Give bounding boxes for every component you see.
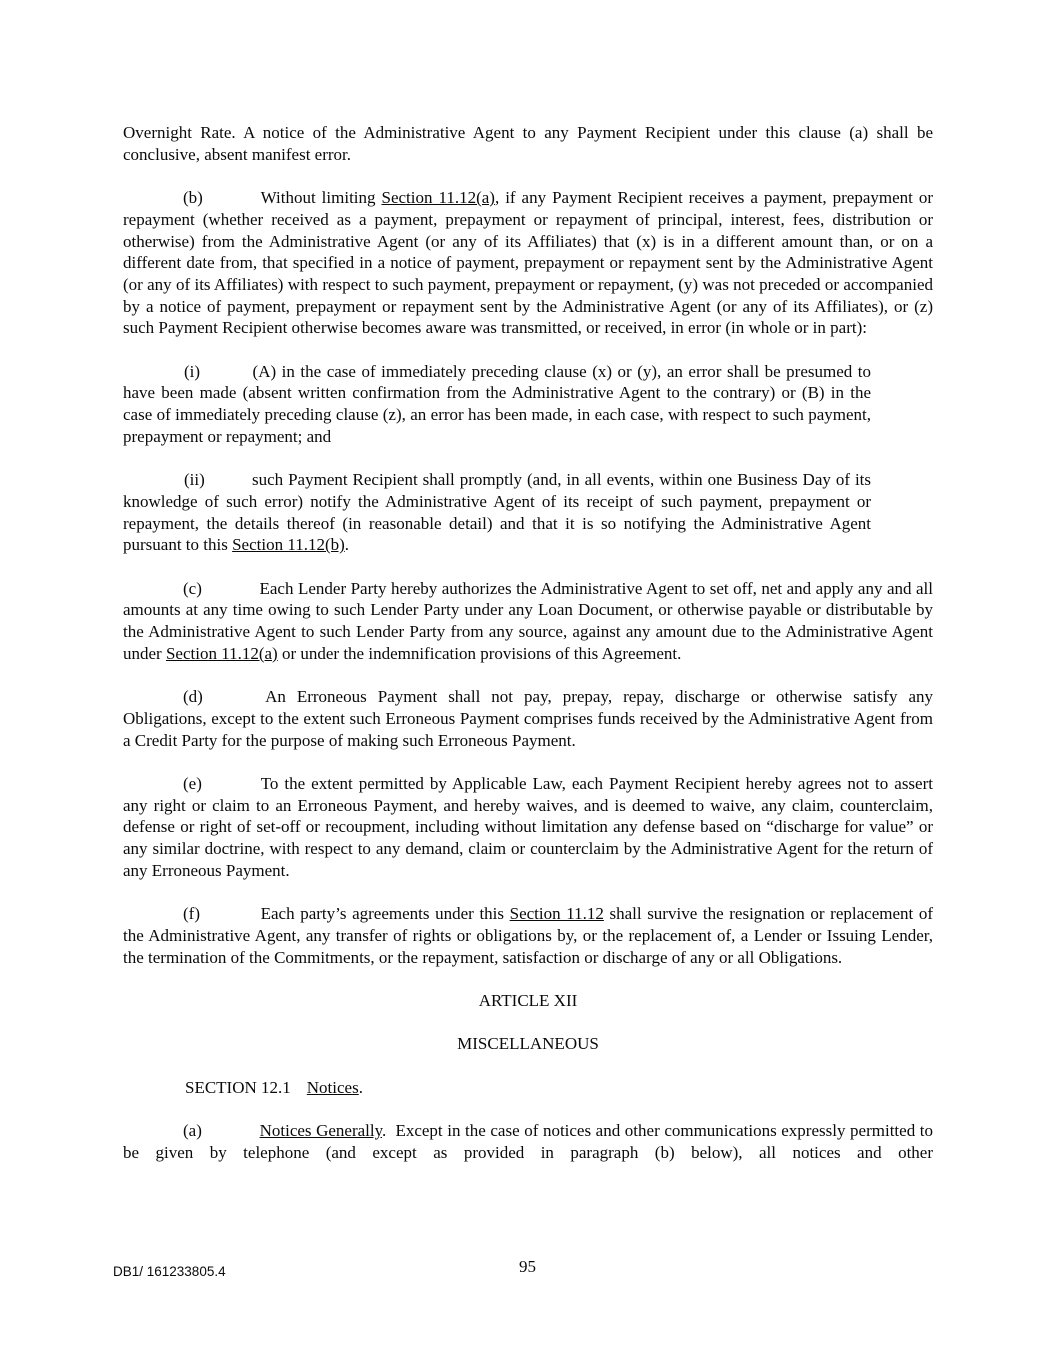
paragraph-c: [123, 578, 933, 665]
section-reference: Section 11.12: [509, 904, 604, 924]
paragraph-continuation: [123, 122, 933, 165]
article-title-text: MISCELLANEOUS: [457, 1034, 599, 1054]
paragraph-label: (f): [183, 904, 200, 924]
paragraph-text: . Except in the case of notices and other communications expressly permitted to be given by telephone (and except as provided in paragraph (b) below), all notices and other: [123, 1121, 933, 1162]
section-title: Notices: [306, 1077, 359, 1097]
section-reference: Section 11.12(a): [381, 188, 495, 208]
continuation-text: Overnight Rate. A notice of the Administrative Agent to any Payment Recipient under this clause (a) shall be conclusive, absent manifest error.: [123, 123, 933, 164]
subclause-label: (ii): [184, 470, 205, 490]
paragraph-d: [123, 686, 933, 751]
article-title: [123, 1033, 933, 1055]
paragraph-label: (c): [183, 578, 202, 598]
subclause-text: such Payment Recipient shall promptly (and, in all events, within one Business Day of its knowledge of such error) notify the Administrative Agent of its receipt of such payment, prepayment or repayment, the details thereof (in reasonable detail) and that it is so notifying the Administrative Agent pursuant to this: [123, 470, 872, 555]
section-reference: Section 11.12(a): [165, 643, 278, 663]
paragraph-text: Each Lender Party hereby authorizes the Administrative Agent to set off, net and apply any and all amounts at any time owing to such Lender Party under any Loan Document, or otherwise payable or distributable by the Administrative Agent to such Lender Party from any source, against any amount due to the Administrative Agent under: [123, 578, 933, 663]
subclause-label: (i): [184, 361, 201, 381]
subclause-ii: [123, 469, 871, 556]
paragraph-text: shall survive the resignation or replacement of the Administrative Agent, any transfer of rights or obligations by, or the replacement of, a Lender or Issuing Lender, the termination of the Commitments, or the repayment, satisfaction or discharge of any or all Obligations.: [123, 904, 934, 967]
article-heading-text: ARTICLE XII: [478, 991, 578, 1010]
section-reference: Section 11.12(b): [232, 535, 345, 555]
paragraph-text: , if any Payment Recipient receives a payment, prepayment or repayment (whether received as a payment, prepayment or repayment of principal, interest, fees, distribution or otherwise) from the Administrative Agent (or any of its Affiliates) that (x) is in a different amount than, or on a different date from, that specified in a notice of payment, prepayment or repayment sent by the Administrative Agent (or any of its Affiliates) with respect to such payment, prepayment or repayment, (y) was not preceded or accompanied by a notice of payment, prepayment or repayment sent by the Administrative Agent (or any of its Affiliates), or (z) such Payment Recipient otherwise becomes aware was transmitted, or received, in error (in whole or in part):: [123, 188, 933, 338]
subclause-i: [123, 361, 871, 448]
paragraph-label: (a): [183, 1121, 202, 1141]
paragraph-text: To the extent permitted by Applicable Law, each Payment Recipient hereby agrees not to assert any right or claim to an Erroneous Payment, and hereby waives, and is deemed to waive, any claim, counterclaim, defense or right of set-off or recoupment, including without limitation any defense based on “discharge for value” or any similar doctrine, with respect to any demand, claim or counterclaim by the Administrative Agent for the return of any Erroneous Payment.: [123, 774, 933, 880]
section-label: SECTION 12.1: [185, 1077, 291, 1097]
document-body: [123, 122, 933, 1185]
subclause-text: (A) in the case of immediately preceding clause (x) or (y), an error shall be presumed to have been made (absent written confirmation from the Administrative Agent to the contrary) or (B) in the case of immediately preceding clause (z), an error has been made, in each case, with respect to such payment, prepayment or repayment; and: [123, 361, 871, 446]
paragraph-label: (d): [183, 687, 203, 707]
article-heading: [123, 990, 933, 1012]
subclause-text: .: [344, 535, 350, 555]
paragraph-e: [123, 773, 933, 882]
paragraph-text: or under the indemnification provisions of this Agreement.: [277, 643, 682, 663]
paragraph-text: Each party’s agreements under this: [260, 904, 510, 924]
paragraph-text: An Erroneous Payment shall not pay, prepay, repay, discharge or otherwise satisfy any Obligations, except to the extent such Erroneous Payment comprises funds received by the Administrative Agent from a Credit Party for the purpose of making such Erroneous Payment.: [123, 687, 933, 750]
section-title-suffix: .: [358, 1077, 363, 1097]
paragraph-label: (e): [183, 774, 202, 793]
paragraph-label: (b): [183, 188, 203, 208]
paragraph-text: Without limiting: [260, 188, 382, 208]
defined-term-reference: Notices Generally: [259, 1121, 383, 1141]
footer-doc-code: DB1/ 161233805.4: [113, 1264, 226, 1279]
footer-page-number: 95: [519, 1257, 536, 1276]
paragraph-b: [123, 187, 933, 339]
paragraph-f: [123, 903, 933, 968]
paragraph-a: [123, 1120, 933, 1163]
section-12-1-heading: [123, 1077, 933, 1099]
